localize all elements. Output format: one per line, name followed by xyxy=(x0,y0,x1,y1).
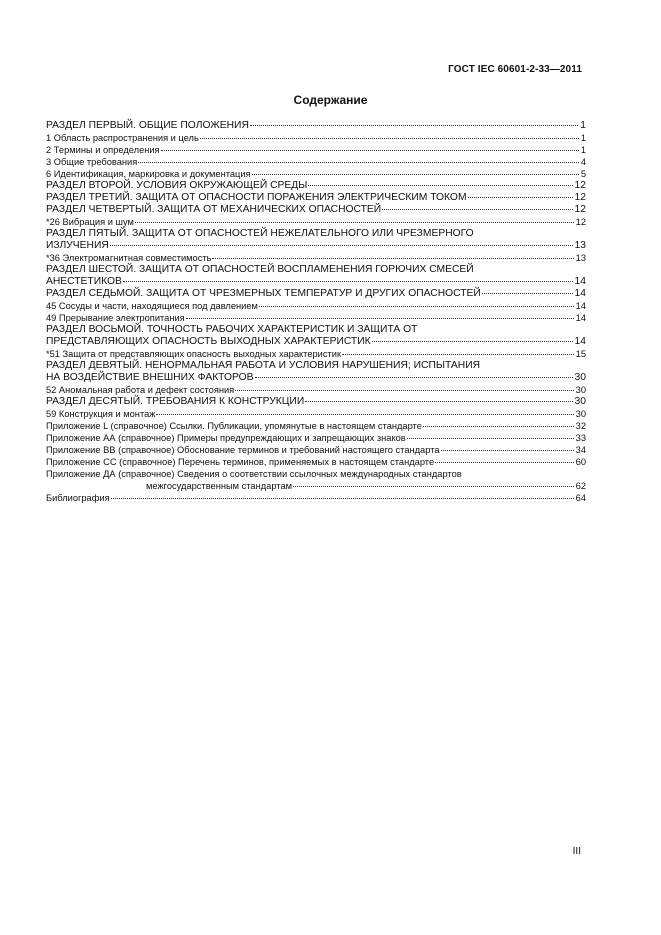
toc-entry-label: 3 Общие требования xyxy=(46,157,138,167)
page-number: III xyxy=(572,846,581,857)
toc-leader-dots xyxy=(441,450,574,451)
toc-entry[interactable] xyxy=(46,372,586,384)
toc-entry-page: 60 xyxy=(575,457,586,467)
toc-leader-dots xyxy=(110,245,573,246)
toc-leader-dots xyxy=(138,162,579,163)
toc-entry[interactable] xyxy=(46,312,586,324)
toc-leader-dots xyxy=(252,174,579,175)
toc-entry-page: 64 xyxy=(575,493,586,503)
toc-entry[interactable] xyxy=(46,252,586,264)
toc-entry-page: 12 xyxy=(574,192,586,203)
toc-entry-page: 30 xyxy=(574,396,586,407)
toc-entry-label: Приложение ВВ (справочное) Обоснование терминов и требований настоящего стандарта xyxy=(46,445,440,455)
toc-entry[interactable] xyxy=(46,456,586,468)
toc-entry-label: ИЗЛУЧЕНИЯ xyxy=(46,240,109,251)
toc-entry[interactable] xyxy=(46,432,586,444)
toc-entry-label: 52 Аномальная работа и дефект состояния xyxy=(46,385,235,395)
toc-entry-page: 14 xyxy=(574,288,586,299)
toc-entry-label: РАЗДЕЛ ЧЕТВЕРТЫЙ. ЗАЩИТА ОТ МЕХАНИЧЕСКИХ ОПАСНОСТЕЙ xyxy=(46,204,382,215)
toc-entry-label: 1 Область распространения и цель xyxy=(46,133,199,143)
toc-entry-page: 14 xyxy=(575,301,586,311)
toc-entry[interactable] xyxy=(46,348,586,360)
toc-entry[interactable] xyxy=(46,144,586,156)
toc-entry-page: 30 xyxy=(575,409,586,419)
toc-entry-page: 5 xyxy=(580,169,586,179)
toc-entry-label: Библиография xyxy=(46,493,110,503)
toc-entry-page: 12 xyxy=(574,204,586,215)
toc-entry-page: 62 xyxy=(575,481,586,491)
toc-leader-dots xyxy=(123,281,573,282)
toc-entry-label: 45 Сосуды и части, находящиеся под давлением xyxy=(46,301,258,311)
toc-entry[interactable] xyxy=(46,180,586,192)
toc-entry-page: 34 xyxy=(575,445,586,455)
toc-leader-dots xyxy=(235,390,573,391)
toc-entry-label: 2 Термины и определения xyxy=(46,145,160,155)
toc-entry-page: 14 xyxy=(574,336,586,347)
toc-entry[interactable] xyxy=(46,156,586,168)
toc-entry-label: *36 Электромагнитная совместимость xyxy=(46,253,212,263)
toc-entry-first-line: РАЗДЕЛ ШЕСТОЙ. ЗАЩИТА ОТ ОПАСНОСТЕЙ ВОСПЛАМЕНЕНИЯ ГОРЮЧИХ СМЕСЕЙ xyxy=(46,264,474,275)
toc-entry[interactable] xyxy=(46,120,586,132)
toc-entry[interactable] xyxy=(46,192,586,204)
toc-entry-label: РАЗДЕЛ ТРЕТИЙ. ЗАЩИТА ОТ ОПАСНОСТИ ПОРАЖЕНИЯ ЭЛЕКТРИЧЕСКИМ ТОКОМ xyxy=(46,192,467,203)
toc-entry[interactable] xyxy=(46,216,586,228)
toc-entry[interactable] xyxy=(46,408,586,420)
toc-entry[interactable] xyxy=(46,276,586,288)
toc-entry-label: ПРЕДСТАВЛЯЮЩИХ ОПАСНОСТЬ ВЫХОДНЫХ ХАРАКТЕРИСТИК xyxy=(46,336,371,347)
toc-entry[interactable] xyxy=(46,336,586,348)
toc-entry-first-line: РАЗДЕЛ ВОСЬМОЙ. ТОЧНОСТЬ РАБОЧИХ ХАРАКТЕРИСТИК И ЗАЩИТА ОТ xyxy=(46,324,418,335)
toc-leader-dots xyxy=(482,293,573,294)
toc-entry-label: НА ВОЗДЕЙСТВИЕ ВНЕШНИХ ФАКТОРОВ xyxy=(46,372,254,383)
toc-entry-label: РАЗДЕЛ СЕДЬМОЙ. ЗАЩИТА ОТ ЧРЕЗМЕРНЫХ ТЕМПЕРАТУР И ДРУГИХ ОПАСНОСТЕЙ xyxy=(46,288,481,299)
toc-leader-dots xyxy=(407,438,574,439)
toc-entry[interactable] xyxy=(46,300,586,312)
toc-leader-dots xyxy=(435,462,574,463)
toc-leader-dots xyxy=(161,150,579,151)
toc-entry-first-line: РАЗДЕЛ ПЯТЫЙ. ЗАЩИТА ОТ ОПАСНОСТЕЙ НЕЖЕЛАТЕЛЬНОГО ИЛИ ЧРЕЗМЕРНОГО xyxy=(46,228,474,239)
toc-entry-label: Приложение L (справочное) Ссылки. Публикации, упомянутые в настоящем стандарте xyxy=(46,421,422,431)
toc-leader-dots xyxy=(186,318,574,319)
toc-leader-dots xyxy=(259,306,574,307)
toc-entry-label: РАЗДЕЛ ВТОРОЙ. УСЛОВИЯ ОКРУЖАЮЩЕЙ СРЕДЫ xyxy=(46,180,308,191)
toc-entry-page: 12 xyxy=(574,180,586,191)
toc-leader-dots xyxy=(250,125,578,126)
toc-entry[interactable] xyxy=(46,240,586,252)
table-of-contents xyxy=(46,120,586,504)
toc-entry[interactable] xyxy=(46,204,586,216)
toc-entry[interactable] xyxy=(46,168,586,180)
toc-leader-dots xyxy=(212,258,573,259)
toc-entry-page: 30 xyxy=(574,372,586,383)
toc-entry-page: 32 xyxy=(575,421,586,431)
toc-entry-label: *26 Вибрация и шум xyxy=(46,217,134,227)
toc-entry-label: Приложение АА (справочное) Примеры предупреждающих и запрещающих знаков xyxy=(46,433,406,443)
toc-leader-dots xyxy=(156,414,573,415)
toc-leader-dots xyxy=(305,401,572,402)
toc-entry[interactable] xyxy=(46,444,586,456)
toc-entry-page: 30 xyxy=(575,385,586,395)
toc-leader-dots xyxy=(423,426,574,427)
toc-entry-page: 13 xyxy=(574,240,586,251)
toc-leader-dots xyxy=(372,341,573,342)
toc-entry-first-line: РАЗДЕЛ ДЕВЯТЫЙ. НЕНОРМАЛЬНАЯ РАБОТА И УСЛОВИЯ НАРУШЕНИЯ; ИСПЫТАНИЯ xyxy=(46,360,481,371)
toc-title: Содержание xyxy=(293,93,368,107)
toc-entry-page: 15 xyxy=(575,349,586,359)
toc-entry-label: РАЗДЕЛ ДЕСЯТЫЙ. ТРЕБОВАНИЯ К КОНСТРУКЦИИ xyxy=(46,396,305,407)
toc-entry-page: 12 xyxy=(575,217,586,227)
toc-entry[interactable] xyxy=(46,480,586,492)
toc-entry-label: межгосударственным стандартам xyxy=(146,481,293,491)
toc-entry-page: 33 xyxy=(575,433,586,443)
toc-entry[interactable] xyxy=(46,396,586,408)
toc-entry-page: 1 xyxy=(580,145,586,155)
toc-leader-dots xyxy=(308,185,572,186)
toc-entry-label: *51 Защита от представляющих опасность выходных характеристик xyxy=(46,349,342,359)
toc-entry-first-line: Приложение ДА (справочное) Сведения о соответствии ссылочных международных стандартов xyxy=(46,469,462,479)
toc-leader-dots xyxy=(382,209,572,210)
toc-leader-dots xyxy=(293,486,574,487)
toc-entry-label: РАЗДЕЛ ПЕРВЫЙ. ОБЩИЕ ПОЛОЖЕНИЯ xyxy=(46,120,249,131)
toc-leader-dots xyxy=(200,138,579,139)
toc-leader-dots xyxy=(111,498,574,499)
toc-entry-page: 1 xyxy=(580,133,586,143)
document-code: ГОСТ IEC 60601-2-33—2011 xyxy=(448,64,582,75)
toc-leader-dots xyxy=(342,354,574,355)
toc-entry[interactable] xyxy=(46,384,586,396)
toc-entry-page: 14 xyxy=(574,276,586,287)
toc-entry-page: 4 xyxy=(580,157,586,167)
toc-entry[interactable] xyxy=(46,492,586,504)
toc-entry-label: Приложение СС (справочное) Перечень терминов, применяемых в настоящем стандарте xyxy=(46,457,435,467)
toc-entry-label: 49 Прерывание электропитания xyxy=(46,313,185,323)
toc-leader-dots xyxy=(135,222,574,223)
toc-entry-label: АНЕСТЕТИКОВ xyxy=(46,276,122,287)
toc-entry[interactable] xyxy=(46,420,586,432)
toc-leader-dots xyxy=(468,197,573,198)
toc-entry[interactable] xyxy=(46,288,586,300)
toc-entry-page: 13 xyxy=(575,253,586,263)
toc-leader-dots xyxy=(255,377,573,378)
toc-entry-page: 1 xyxy=(580,120,586,131)
toc-entry-page: 14 xyxy=(575,313,586,323)
toc-entry-label: 6 Идентификация, маркировка и документация xyxy=(46,169,251,179)
toc-entry[interactable] xyxy=(46,132,586,144)
toc-entry-label: 59 Конструкция и монтаж xyxy=(46,409,156,419)
